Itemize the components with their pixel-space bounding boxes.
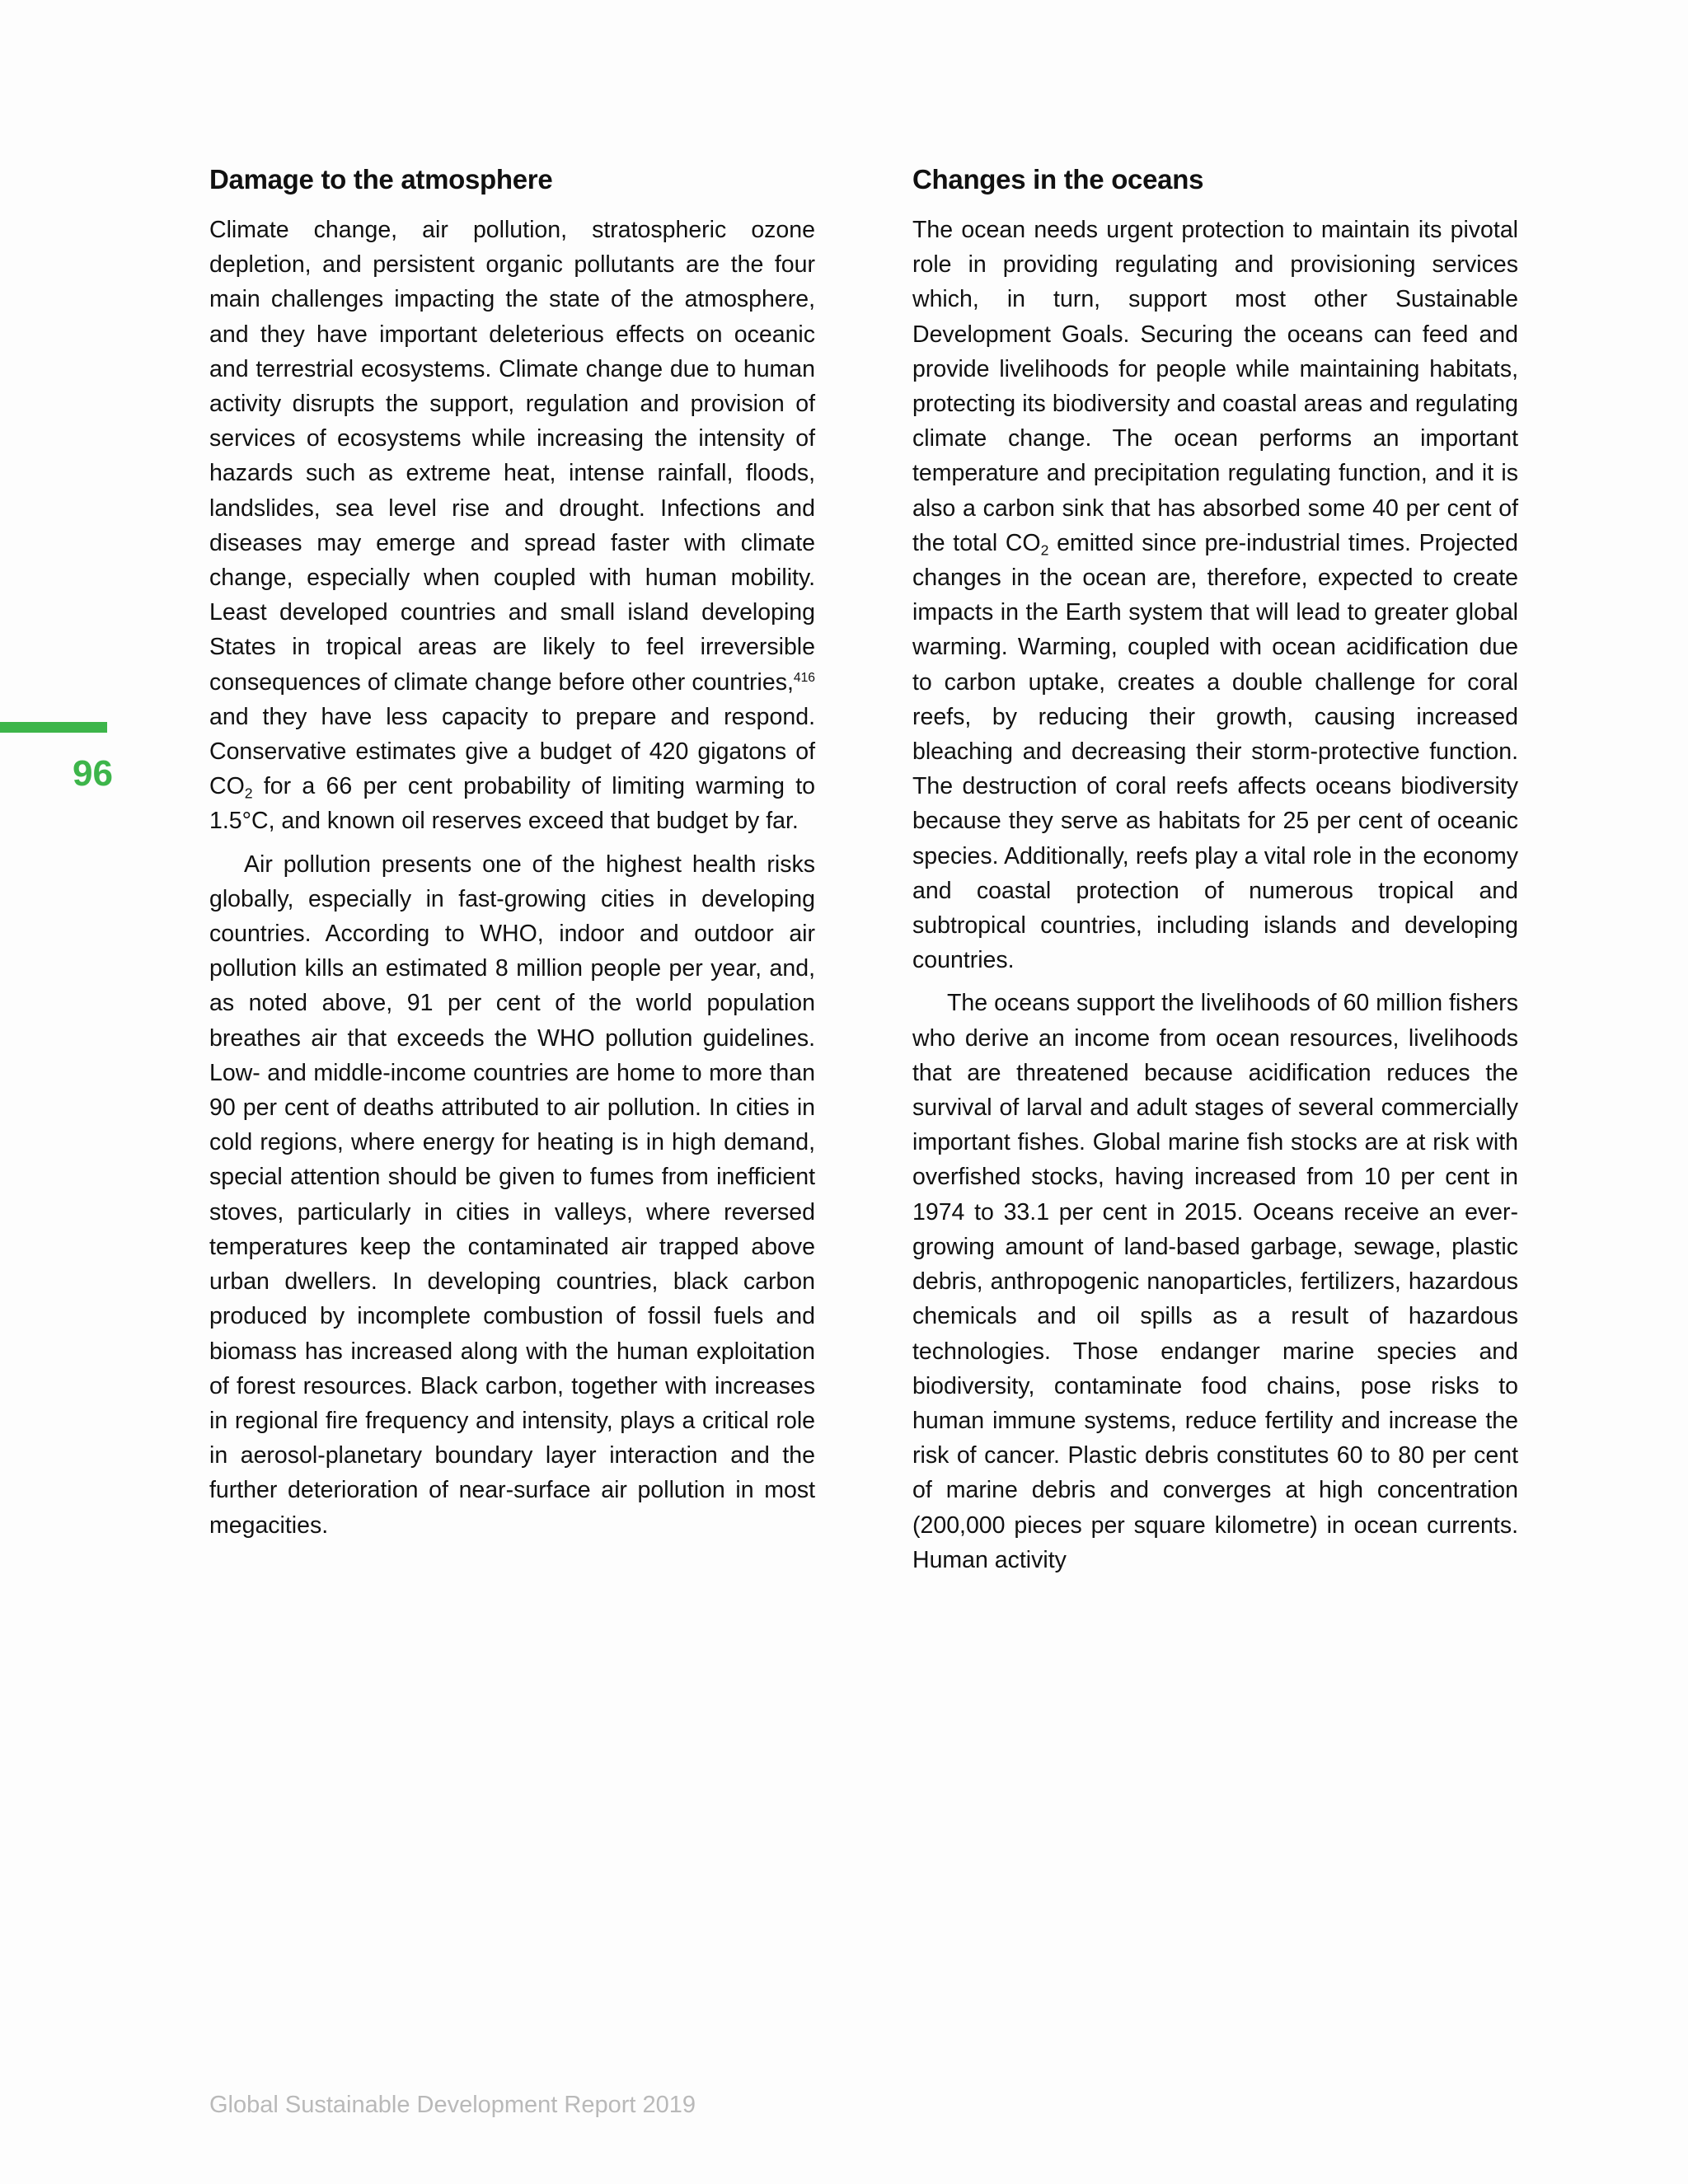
section-heading-oceans: Changes in the oceans — [912, 164, 1204, 194]
page-marker-bar — [0, 722, 107, 733]
paragraph-oceans-1 — [912, 213, 1518, 977]
footer-report-title: Global Sustainable Development Report 2019 — [209, 2092, 696, 2118]
subscript: 2 — [244, 785, 253, 802]
left-column — [209, 162, 815, 1551]
text-run: emitted since pre-industrial times. Projected changes in the ocean are, therefore, expected to create impacts in the Earth system that will lead to greater global warming. Warming, coupled with ocean acidification due to carbon uptake, creates a double challenge for coral reefs, by reducing their growth, causing increased bleaching and decreasing their storm-protective function. The destruction of coral reefs affects oceans biodiversity because they serve as habitats for 25 per cent of oceanic species. Additionally, reefs play a vital role in the economy and coastal protection of numerous tropical and subtropical countries, including islands and developing countries. — [912, 529, 1518, 974]
text-run: for a 66 per cent probability of limiting warming to 1.5°C, and known oil reserves exceed that budget by far. — [209, 773, 815, 835]
right-column — [912, 162, 1518, 1586]
text-run: Climate change, air pollution, stratospheric ozone depletion, and persistent organic pollutants are the four main challenges impacting the state of the atmosphere, and they have important deleterious effects on oceanic and terrestrial ecosystems. Climate change due to human activity disrupts the support, regulation and provision of services of ecosystems while increasing the intensity of hazards such as extreme heat, intense rainfall, floods, landslides, sea level rise and drought. Infections and diseases may emerge and spread faster with climate change, especially when coupled with human mobility. Least developed countries and small island developing States in tropical areas are likely to feel irreversible consequences of climate change before other countries, — [209, 217, 815, 696]
text-run: The ocean needs urgent protection to maintain its pivotal role in providing regulating and provisioning services which, in turn, support most other Sustainable Development Goals. Securing the oceans can feed and provide livelihoods for people while maintaining habitats, protecting its biodiversity and coastal areas and regulating climate change. The ocean performs an important temperature and precipitation regulating function, and it is also a carbon sink that has absorbed some 40 per cent of the total CO — [912, 217, 1518, 556]
footnote-ref: 416 — [793, 670, 815, 685]
subscript: 2 — [1040, 541, 1049, 559]
page-number: 96 — [73, 753, 113, 794]
paragraph-oceans-2: The oceans support the livelihoods of 60 million fishers who derive an income from ocean resources, livelihoods that are threatened because acidification reduces the survival of larval and adult stages of several commercially important fishes. Global marine fish stocks are at risk with overfished stocks, having increased from 10 per cent in 1974 to 33.1 per cent in 2015. Oceans receive an ever-growing amount of land-based garbage, sewage, plastic debris, anthropogenic nanoparticles, fertilizers, hazardous chemicals and oil spills as a result of hazardous technologies. Those endanger marine species and biodiversity, contaminate food chains, pose risks to human immune systems, reduce fertility and increase the risk of cancer. Plastic debris constitutes 60 to 80 per cent of marine debris and converges at high concentration (200,000 pieces per square kilometre) in ocean currents. Human activity — [912, 990, 1518, 1573]
text-run: and they have less capacity to prepare and respond. Conservative estimates give a budget of 420 gigatons of CO — [209, 703, 815, 800]
section-heading-atmosphere: Damage to the atmosphere — [209, 164, 553, 194]
paragraph-atmosphere-1 — [209, 213, 815, 839]
paragraph-atmosphere-2: Air pollution presents one of the highest health risks globally, especially in fast-growing cities in developing countries. According to WHO, indoor and outdoor air pollution kills an estimated 8 million people per year, and, as noted above, 91 per cent of the world population breathes air that exceeds the WHO pollution guidelines. Low- and middle-income countries are home to more than 90 per cent of deaths attributed to air pollution. In cities in cold regions, where energy for heating is in high demand, special attention should be given to fumes from inefficient stoves, particularly in cities in valleys, where reversed temperatures keep the contaminated air trapped above urban dwellers. In developing countries, black carbon produced by incomplete combustion of fossil fuels and biomass has increased along with the human exploitation of forest resources. Black carbon, together with increases in regional fire frequency and intensity, plays a critical role in aerosol-planetary boundary layer interaction and the further deterioration of near-surface air pollution in most megacities. — [209, 851, 815, 1539]
